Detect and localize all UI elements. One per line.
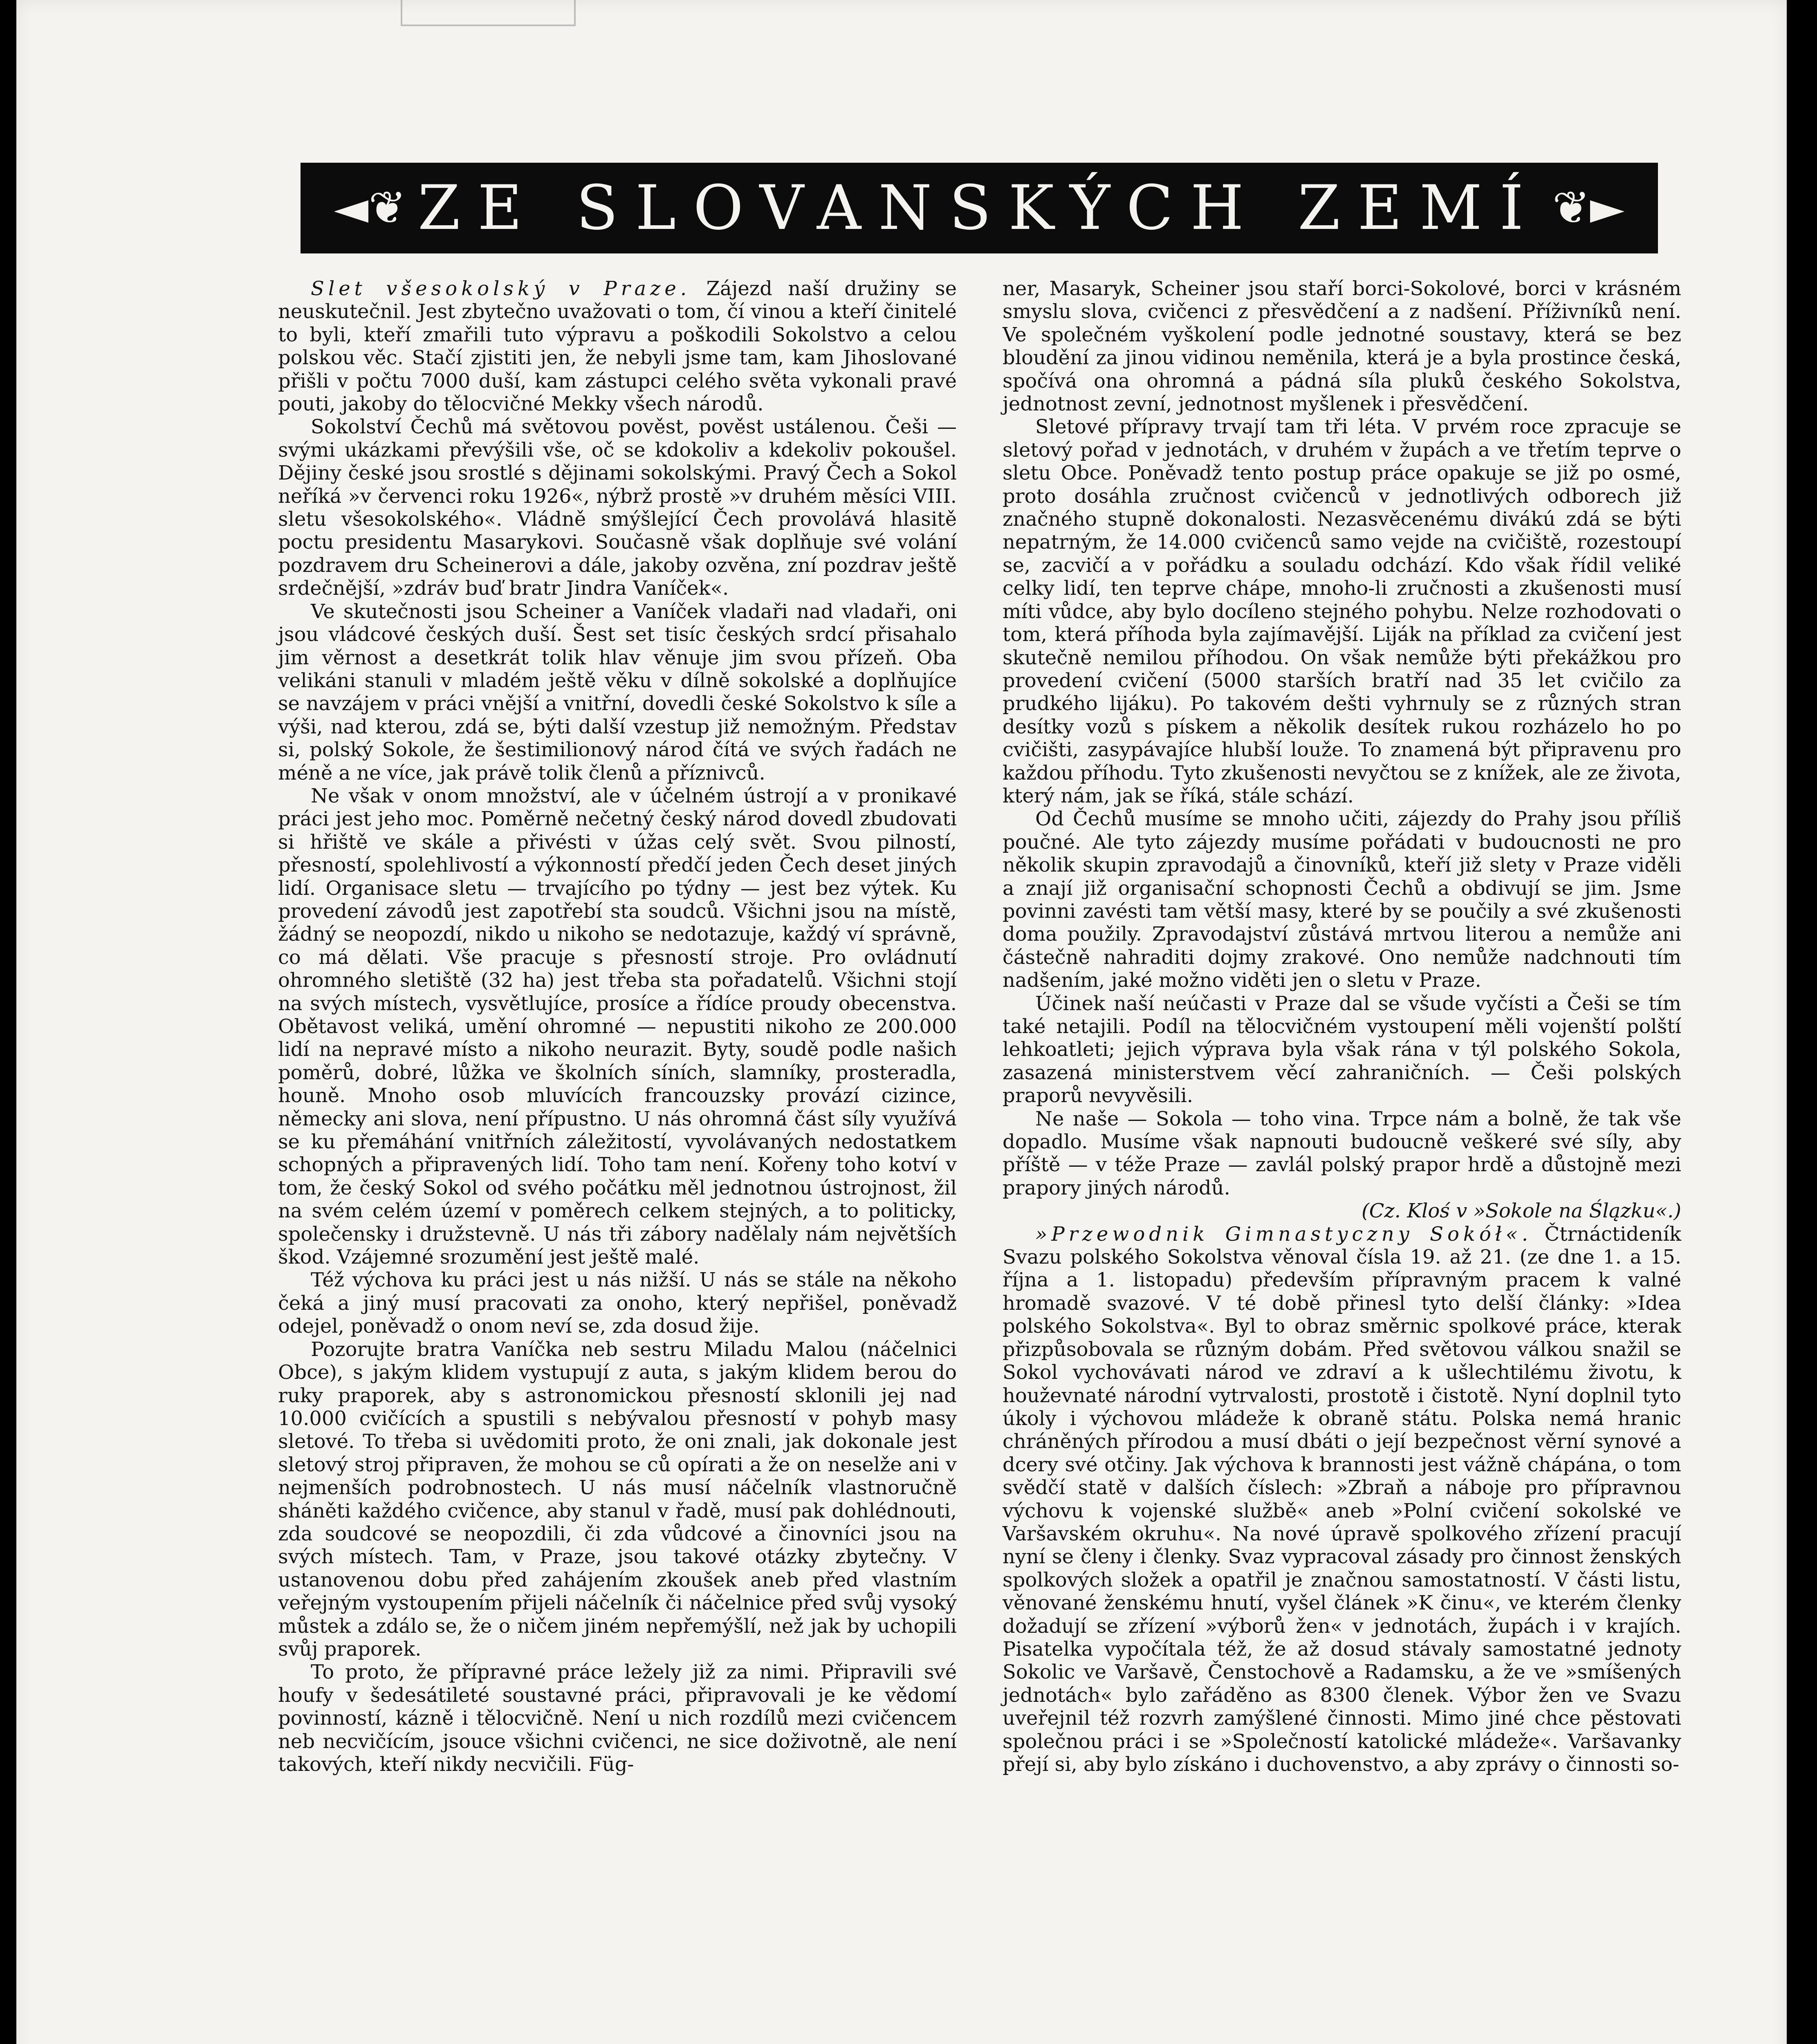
section-title: ZE SLOVANSKÝCH ZEMÍ	[417, 173, 1541, 244]
citation: (Cz. Kloś v »Sokole na Ślązku«.)	[1361, 1199, 1681, 1223]
paragraph: ner, Masaryk, Scheiner jsou staří borci-Sokolové, borci v krásném smyslu slova, cvičenci z přesvědčení a z nadšení. Příživníků není. Ve společném vyškolení podle jednotné soustavy, která se bez bloudění za jinou vidinou neměnila, která je a byla prostince česká, spočívá ona ohromná a pádná síla pluků českého Sokolstva, jednotnost zevní, jednotnost myšlenek i přesvědčení.	[1003, 277, 1681, 416]
paragraph-text: Zájezd naší družiny se neuskutečnil. Jest zbytečno uvažovati o tom, čí vinou a kteří činitelé to byli, kteří zmařili tuto výpravu a poškodili Sokolstvo a celou polskou věc. Stačí zjistiti jen, že nebyli jsme tam, kam Jihoslované přišli v počtu 7000 duší, kam zástupci celého světa vykonali pravé pouti, jakoby do tělocvičné Mekky všech národů.	[278, 277, 957, 416]
column-left	[278, 277, 957, 2019]
paragraph: Ne naše — Sokola — toho vina. Trpce nám a bolně, že tak vše dopadlo. Musíme však napnouti budoucně veškeré své síly, aby příště — v téže Praze — zavlál polský prapor hrdě a důstojně mezi prapory jiných národů.	[1003, 1107, 1681, 1199]
article-lead: »Przewodnik Gimnastyczny Sokół«.	[1035, 1222, 1532, 1246]
paragraph: Od Čechů musíme se mnoho učiti, zájezdy do Prahy jsou příliš poučné. Ale tyto zájezdy musíme pořádati v budoucnosti ne pro několik skupin zpravodajů a činovníků, kteří již slety v Praze viděli a znají již organisační schopnosti Čechů a obdivují se jim. Jsme povinni zavésti tam větší masy, které by se poučily a své zkušenosti doma použily. Zpravodajství zůstává mrtvou literou a nemůže ani částečně nahraditi dojmy zrakové. Ono nemůže nadchnouti tím nadšením, jaké možno viděti jen o sletu v Praze.	[1003, 807, 1681, 992]
section-banner	[301, 163, 1658, 253]
paragraph: Ne však v onom množství, ale v účelném ústrojí a v pronikavé práci jest jeho moc. Poměrně nečetný český národ dovedl zbudovati si hřiště ve skále a přivésti v úžas celý svět. Svou pilností, přesností, spolehlivostí a výkonností předčí jeden Čech deset jiných lidí. Organisace sletu — trvajícího po týdny — jest bez výtek. Ku provedení závodů jest zapotřebí sta soudců. Všichni jsou na místě, žádný se neopozdí, nikdo u nikoho se nedotazuje, každý ví správně, co má dělati. Vše pracuje s přesností stroje. Pro ovládnutí ohromného sletiště (32 ha) jest třeba sta pořadatelů. Všichni stojí na svých místech, vysvětlujíce, prosíce a řídíce proudy obecenstva. Obětavost veliká, umění ohromné — nepustiti nikoho ze 200.000 lidí na nepravé místo a nikoho neurazit. Byty, soudě podle našich poměrů, dobré, lůžka ve školních síních, slamníky, prosteradla, houně. Mnoho osob mluvících francouzsky provází cizince, německy ani slova, není přípustno. U nás ohromná část síly využívá se ku přemáhání vnitřních záležitostí, vyvolávaných nedostatkem schopných a připravených lidí. Toho tam není. Kořeny toho kotví v tom, že český Sokol od svého počátku měl jednotnou ústrojnost, žil na svém celém území v poměrech celkem stejných, a to politicky, společensky i družstevně. U nás tři zábory nadělaly nám největších škod. Vzájemné srozumění jest ještě malé.	[278, 784, 957, 1269]
paragraph: Sletové přípravy trvají tam tři léta. V prvém roce zpracuje se sletový pořad v jednotách, v druhém v župách a ve třetím teprve o sletu Obce. Poněvadž tento postup práce opakuje se již po osmé, proto dosáhla zručnost cvičenců v jednotlivých odborech již značného stupně dokonalosti. Nezasvěcenému divákú zdá se býti nepatrným, že 14.000 cvičenců samo vejde na cvičiště, rozestoupí se, zacvičí a v pořádku a souladu odchází. Kdo však řídil veliké celky lidí, ten teprve chápe, mnoho-li zručnosti a zkušenosti musí míti vůdce, aby bylo docíleno stejného pohybu. Nelze rozhodovati o tom, která příhoda byla zajímavější. Liják na příklad za cvičení jest skutečně nemilou příhodou. On však nemůže býti překážkou pro provedení cvičení (5000 starších bratří nad 35 let cvičilo za prudkého lijáku). Po takovém dešti vyhrnuly se z různých stran desítky vozů s pískem a několik desítek rukou rozházelo ho po cvičišti, zasypávajíce hlubší louže. To znamená být připravenu pro každou příhodu. Tyto zkušenosti nevyčtou se z knížek, ale ze života, který nám, jak se říká, stále schází.	[1003, 415, 1681, 807]
paragraph: Pozorujte bratra Vaníčka neb sestru Miladu Malou (náčelnici Obce), s jakým klidem vystupují z auta, s jakým klidem berou do ruky praporek, aby s astronomickou přesností sklonili jej nad 10.000 cvičících a spustili s nebývalou přesností v pohyb masy sletové. To třeba si uvědomiti proto, že oni znali, jak dokonale jest sletový stroj připraven, že mohou se ců opírati a že on neselže ani v nejmenších podrobnostech. U nás musí náčelník vlastnoručně sháněti každého cvičence, aby stanul v řadě, musí pak dohlédnouti, zda soudcové se neopozdili, či zda vůdcové a činovníci jsou na svých místech. Tam, v Praze, jsou takové otázky zbytečny. V ustanovenou dobu před zahájením zkoušek aneb před vlastním veřejným vystoupením přijeli náčelník či náčelnice před svůj vysoký můstek a zdálo se, že o ničem jiném nepřemýšlí, než jak by uchopili svůj praporek.	[278, 1338, 957, 1661]
journal-page	[16, 0, 1787, 2044]
paragraph	[278, 277, 957, 415]
stamp-mark	[401, 0, 576, 26]
paragraph-text: Čtrnáctideník Svazu polského Sokolstva věnoval čísla 19. až 21. (ze dne 1. a 15. října a 1. listopadu) především přípravným pracem k valné hromadě svazové. V té době přinesl tyto delší články: »Idea polského Sokolstva«. Byl to obraz směrnic spolkové práce, kterak přizpůsobovala se různým dobám. Před světovou válkou snažil se Sokol vychovávati národ ve zdraví a k ušlechtilému životu, k houževnaté národní vytrvalosti, prostotě i čistotě. Nyní doplnil tyto úkoly i výchovou mládeže k obraně státu. Polska nemá hranic chráněných přírodou a musí dbáti o její bezpečnost věrní synové a dcery své otčiny. Jak výchova k brannosti jest vážně chápána, o tom svědčí statě v dalších číslech: »Zbraň a náboje pro přípravnou výchovu k vojenské službě« aneb »Polní cvičení sokolské ve Varšavském okruhu«. Na nové úpravě spolkového zřízení pracují nyní se členy i členky. Svaz vypracoval zásady pro činnost ženských spolkových složek a opatřil je značnou samostatností. V části listu, věnované ženskému hnutí, vyšel článek »K činu«, ve kterém členky dožadují se zřízení »výborů žen« v jednotách, župách i v krajích. Pisatelka vypočítala též, že až dosud stávaly samostatné jednoty Sokolic ve Varšavě, Čenstochově a Radamsku, a že ve »smíšených jednotách« bylo zařáděno as 8300 členek. Výbor žen ve Svazu uveřejnil též rozvrh zamýšlené činnosti. Mimo jiné chce pěstovati společnou práci i se »Společností katolické mládeže«. Varšavanky přejí si, aby bylo získáno i duchovenstvo, a aby zprávy o činnosti so-	[1003, 1222, 1681, 1776]
paragraph: To proto, že přípravné práce ležely již za nimi. Připravili své houfy v šedesátileté soustavné práci, připravovali je ke vědomí povinností, kázně i tělocvičně. Není u nich rozdílů mezi cvičencem neb necvičícím, jsouce všichni cvičenci, ne sice doživotně, ale není takových, kteří nikdy necvičili. Füg-	[278, 1661, 957, 1776]
paragraph: Účinek naší neúčasti v Praze dal se všude vyčísti a Češi se tím také netajili. Podíl na tělocvičném vystoupení měli vojenští polští lehkoatleti; jejich výprava byla však rána v týl polského Sokola, zasazená ministerstvem věcí zahraničních. — Češi polských praporů nevyvěsili.	[1003, 992, 1681, 1107]
ornament-right-icon: ❦►	[1552, 182, 1625, 234]
ornament-left-icon: ◄❦	[334, 182, 406, 234]
article-lead: Slet všesokolský v Praze.	[311, 277, 691, 300]
paragraph	[1003, 1223, 1681, 1776]
paragraph: Též výchova ku práci jest u nás nižší. U nás se stále na někoho čeká a jiný musí pracovati za onoho, který nepřišel, poněvadž odejel, poněvadž o onom neví se, zda dosud žije.	[278, 1269, 957, 1338]
paragraph: Sokolství Čechů má světovou pověst, pověst ustálenou. Češi — svými ukázkami převýšili vše, oč se kdokoliv a kdekoliv pokoušel. Dějiny české jsou srostlé s dějinami sokolskými. Pravý Čech a Sokol neříká »v červenci roku 1926«, nýbrž prostě »v druhém měsíci VIII. sletu všesokolského«. Vládně smýšlející Čech provolává hlasitě poctu presidentu Masarykovi. Současně však doplňuje své volání pozdravem dru Scheinerovi a dále, jakoby ozvěna, zní pozdrav ještě srdečnější, »zdráv buď bratr Jindra Vaníček«.	[278, 415, 957, 600]
column-right	[1003, 277, 1681, 2019]
paragraph: Ve skutečnosti jsou Scheiner a Vaníček vladaři nad vladaři, oni jsou vládcové českých duší. Šest set tisíc českých srdcí přisahalo jim věrnost a desetkrát tolik hlav věnuje jim svou přízeň. Oba velikáni stanuli v mladém ještě věku v dílně sokolské a doplňujíce se navzájem v práci vnější a vnitřní, dovedli české Sokolstvo k síle a výši, nad kterou, zdá se, býti další vzestup již nemožným. Představ si, polský Sokole, že šestimilionový národ čítá ve svých řadách ne méně a ne více, jak právě tolik členů a příznivců.	[278, 600, 957, 784]
